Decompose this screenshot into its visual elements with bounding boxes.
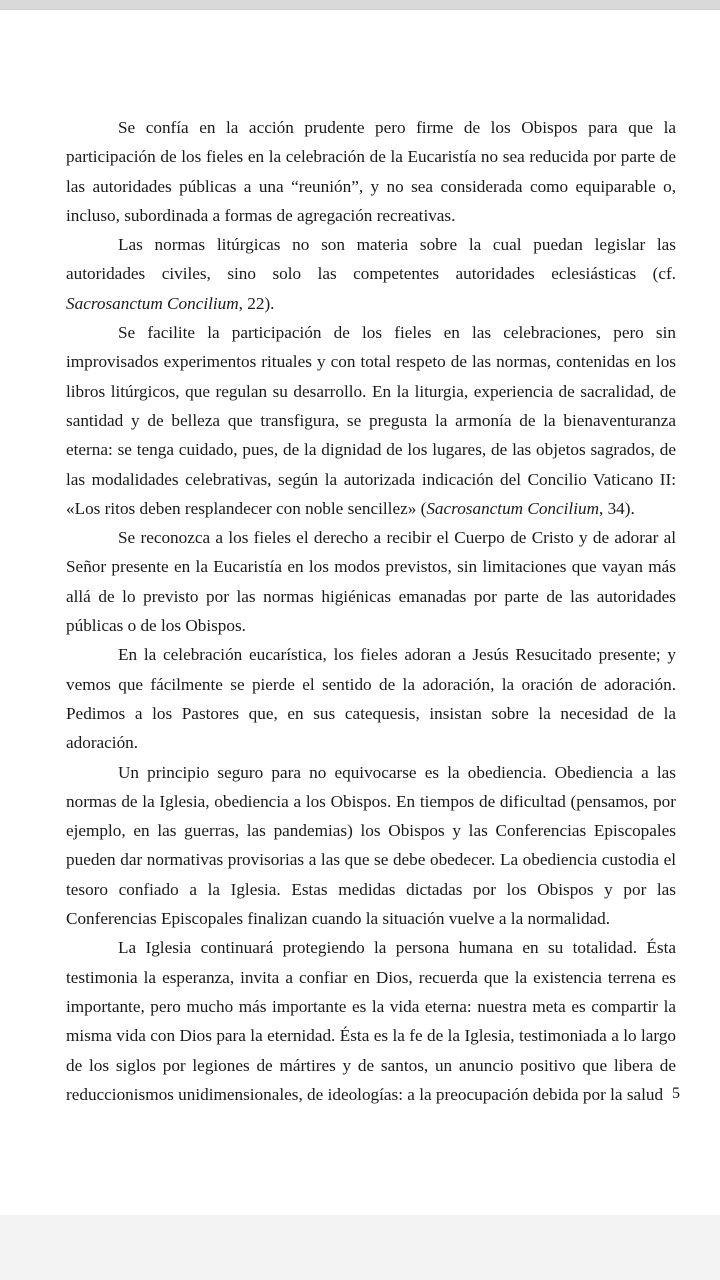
citation-title: Sacrosanctum Concilium — [66, 293, 239, 313]
paragraph-1 — [66, 113, 676, 230]
paragraph-6-text: Un principio seguro para no equivocarse es la obediencia. Obediencia a las normas de la Iglesia, obediencia a los Obispos. En tiempos de dificultad (pensamos, por ejemplo, en las guerras, las pandemias) los Obispos y las Conferencias Episcopales pueden dar normativas provisorias a las que se debe obedecer. La obediencia custodia el tesoro confiado a la Iglesia. Estas medidas dictadas por los Obispos y por las Conferencias Episcopales finalizan cuando la situación vuelve a la normalidad. — [66, 762, 676, 929]
page-number: 5 — [672, 1085, 680, 1102]
paragraph-7-text: La Iglesia continuará protegiendo la persona humana en su totalidad. Ésta testimonia la esperanza, invita a confiar en Dios, recuerda que la existencia terrena es importante, pero mucho más importante es la vida eterna: nuestra meta es compartir la misma vida con Dios para la eternidad. Ésta es la fe de la Iglesia, testimoniada a lo largo de los siglos por legiones de mártires y de santos, un anuncio positivo que libera de reduccionismos unidimensionales, de ideologías: a la preocupación debida por la salud — [66, 938, 676, 1104]
paragraph-4 — [66, 523, 676, 640]
citation-title: Sacrosanctum Concilium — [426, 498, 599, 518]
paragraph-7 — [66, 933, 676, 1109]
paragraph-5-text: En la celebración eucarística, los fieles adoran a Jesús Resucitado presente; y vemos que fácilmente se pierde el sentido de la adoración, la oración de adoración. Pedimos a los Pastores que, en sus catequesis, insistan sobre la necesidad de la adoración. — [66, 645, 676, 753]
paragraph-6 — [66, 758, 676, 934]
viewer-bottom-area — [0, 1215, 720, 1280]
paragraph-5 — [66, 640, 676, 757]
paragraph-1-text: Se confía en la acción prudente pero firme de los Obispos para que la participación de los fieles en la celebración de la Eucaristía no sea reducida por parte de las autoridades públicas a una “reunión”, y no sea considerada como equiparable o, incluso, subordinada a formas de agregación recreativas. — [66, 118, 676, 225]
paragraph-2-text: Las normas litúrgicas no son materia sobre la cual puedan legislar las autoridades civiles, sino solo las competentes autoridades eclesiásticas (cf. — [66, 235, 676, 284]
citation-reference: , 22). — [238, 293, 275, 313]
paragraph-4-text: Se reconozca a los fieles el derecho a recibir el Cuerpo de Cristo y de adorar al Señor presente en la Eucaristía en los modos previstos, sin limitaciones que vayan más allá de lo previsto por las normas higiénicas emanadas por parte de las autoridades públicas o de los Obispos. — [66, 528, 676, 636]
paragraph-3-text: Se facilite la participación de los fieles en las celebraciones, pero sin improvisados experimentos rituales y con total respeto de las normas, contenidas en los libros litúrgicos, que regulan su desarrollo. En la liturgia, experiencia de sacralidad, de santidad y de belleza que transfigura, se pregusta la armonía de la bienaventuranza eterna: se tenga cuidado, pues, de la dignidad de los lugares, de las objetos sagrados, de las modalidades celebrativas, según la autorizada indicación del Concilio Vaticano II: «Los ritos deben resplandecer con noble sencillez» ( — [66, 323, 676, 518]
paragraph-3 — [66, 318, 676, 523]
document-page — [0, 10, 720, 1215]
document-body — [66, 113, 676, 1109]
paragraph-2 — [66, 230, 676, 318]
citation-reference: , 34). — [598, 498, 635, 518]
viewer-top-bar — [0, 0, 720, 10]
